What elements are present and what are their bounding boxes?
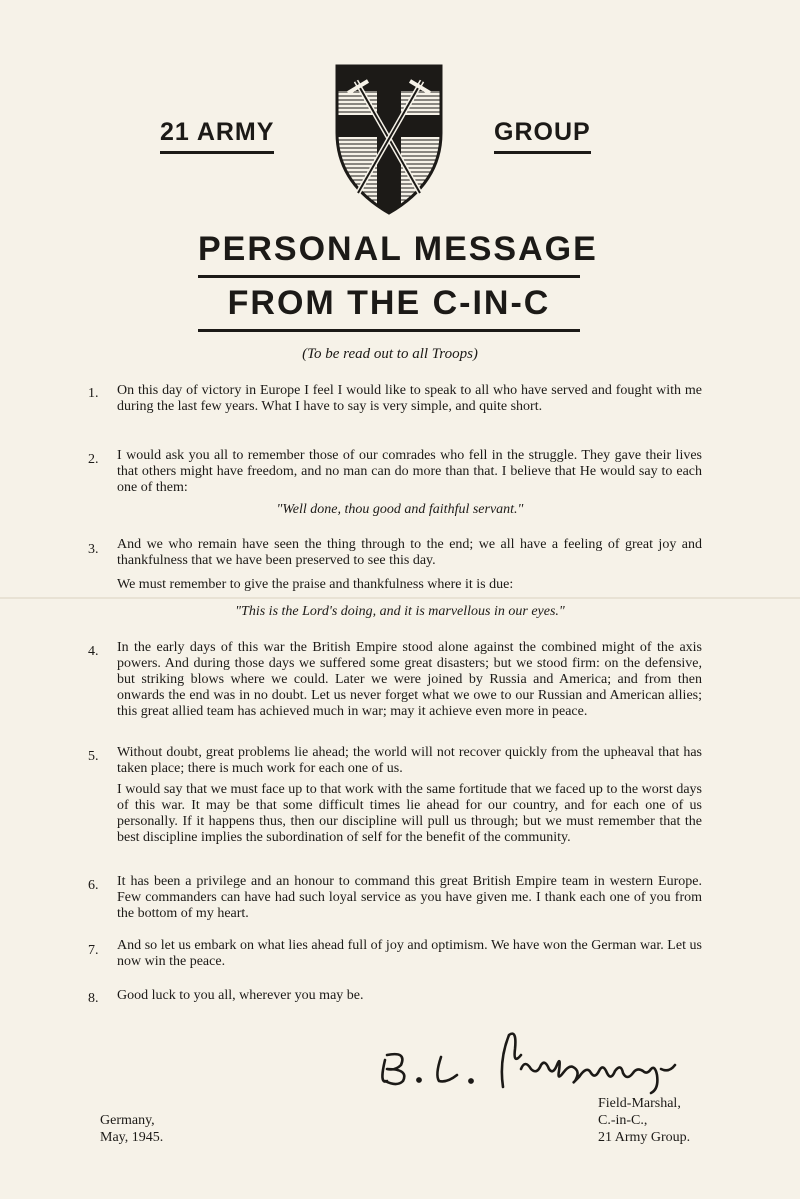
paper-fold-line — [0, 597, 800, 599]
title-block — [198, 230, 598, 332]
army-group-shield-crest-icon — [334, 63, 444, 215]
paragraph-text: In the early days of this war the British Empire stood alone against the combined might of the axis powers. And during those days we suffered some great disasters; but we stood firm: on the defensive, but striking blows where we could. Later we were joined by Russia and America; and from then onwards the end was in no doubt. Let us never forget what we owe to our Russian and American allies; this great allied team has achieved much in war; may it achieve even more in peace. — [117, 640, 702, 719]
quote-text: "Well done, thou good and faithful servant." — [276, 502, 524, 517]
header-left: 21 ARMY — [160, 118, 274, 154]
paragraph-number: 1. — [88, 386, 99, 401]
date: May, 1945. — [100, 1130, 164, 1145]
rank-line: C.-in-C., — [598, 1113, 648, 1128]
paragraph-text: I would ask you all to remember those of our comrades who fell in the struggle. They gave their lives that others might have freedom, and no man can do more than that. I believe that He would say to each one of them: — [117, 448, 702, 495]
place-date — [100, 1112, 163, 1146]
title-line-1: PERSONAL MESSAGE — [198, 230, 580, 278]
paragraph-number: 2. — [88, 452, 99, 467]
paragraph-number: 8. — [88, 991, 99, 1006]
subtitle: (To be read out to all Troops) — [302, 346, 478, 362]
paragraph-text: Good luck to you all, wherever you may be. — [117, 988, 364, 1003]
paragraph-text: And we who remain have seen the thing through to the end; we all have a feeling of great joy and thankfulness that we have been preserved to see this day. — [117, 537, 702, 568]
signatory-rank — [598, 1095, 690, 1146]
paragraph-number: 3. — [88, 542, 99, 557]
rank-line: 21 Army Group. — [598, 1130, 691, 1145]
title-line-2: FROM THE C-IN-C — [198, 284, 580, 332]
paragraph-text: And so let us embark on what lies ahead full of joy and optimism. We have won the German war. Let us now win the peace. — [117, 938, 702, 969]
paragraph-text: On this day of victory in Europe I feel I would like to speak to all who have served and fought with me during the last few years. What I have to say is very simple, and quite short. — [117, 383, 702, 414]
place: Germany, — [100, 1113, 155, 1128]
paragraph-number: 6. — [88, 878, 99, 893]
quote-text: "This is the Lord's doing, and it is marvellous in our eyes." — [235, 604, 565, 619]
paragraph-number: 5. — [88, 749, 99, 764]
paragraph-number: 7. — [88, 943, 99, 958]
paragraph-number: 4. — [88, 644, 99, 659]
paragraph-text: We must remember to give the praise and thankfulness where it is due: — [117, 577, 514, 592]
rank-line: Field-Marshal, — [598, 1096, 681, 1111]
paragraph-text: Without doubt, great problems lie ahead; the world will not recover quickly from the upheaval that has taken place; there is much work for each one of us. — [117, 745, 702, 776]
handwritten-signature-icon — [375, 1025, 695, 1095]
paragraph-text: It has been a privilege and an honour to command this great British Empire team in western Europe. Few commanders can have had such loyal service as you have given me. I thank each one of you from the bottom of my heart. — [117, 874, 702, 921]
header-right: GROUP — [494, 118, 591, 154]
paragraph-text: I would say that we must face up to that work with the same fortitude that we faced up to the worst days of this war. It may be that some difficult times lie ahead for our country, and for each one of us personally. If it happens thus, then our discipline will pull us through; but we must remember that the best discipline implies the subordination of self for the benefit of the community. — [117, 782, 702, 845]
